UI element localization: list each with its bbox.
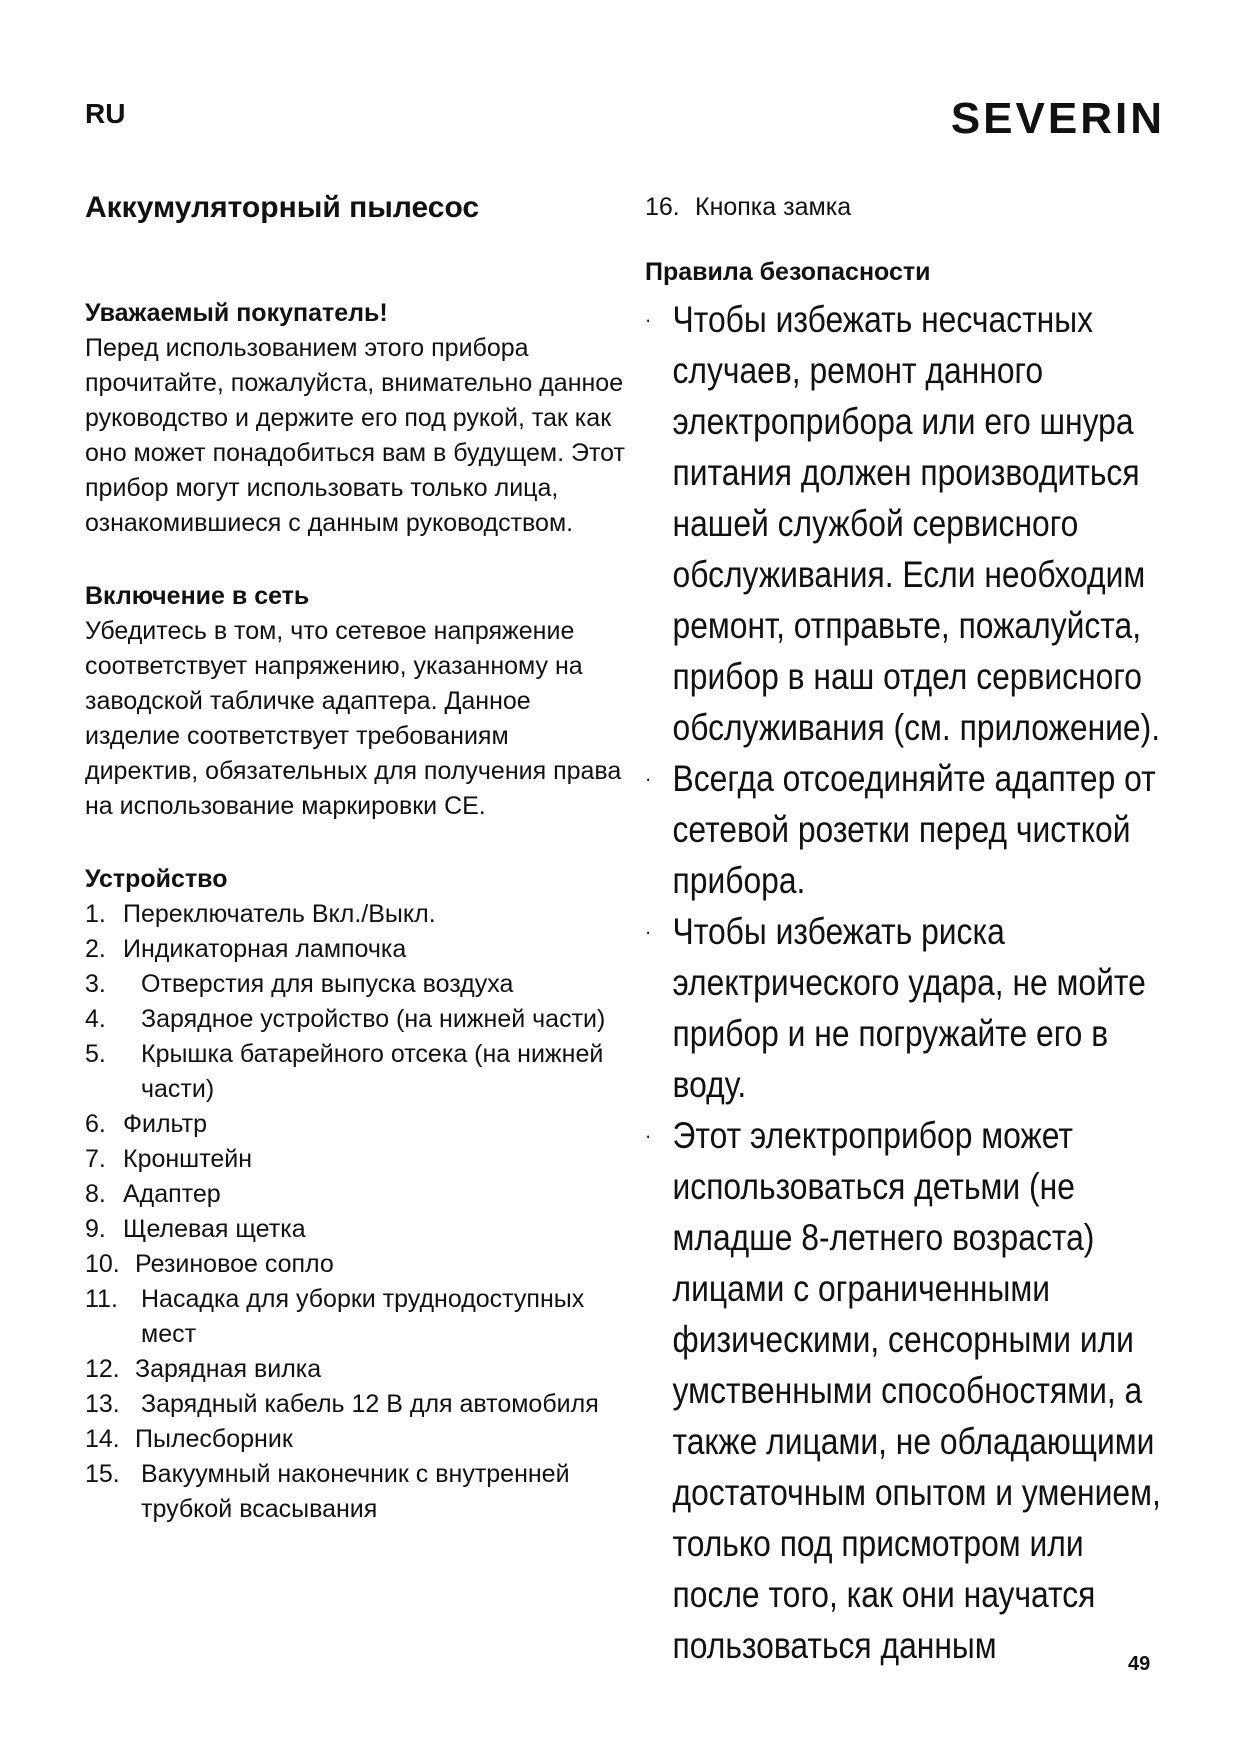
item-text: Зарядная вилка bbox=[135, 1355, 322, 1383]
item-number: 3. bbox=[85, 970, 106, 998]
item-number: 5. bbox=[85, 1040, 106, 1068]
list-item bbox=[85, 1247, 625, 1282]
safety-item bbox=[645, 753, 1161, 906]
bullet-icon: · bbox=[645, 766, 652, 791]
list-item bbox=[85, 1457, 625, 1527]
item-number: 15. bbox=[85, 1460, 120, 1488]
item-number: 10. bbox=[85, 1250, 120, 1278]
brand-logo: SEVERIN bbox=[950, 94, 1165, 143]
item-text: Кронштейн bbox=[123, 1145, 253, 1173]
safety-list bbox=[645, 294, 1165, 1671]
list-item bbox=[645, 190, 1165, 225]
item-number: 14. bbox=[85, 1425, 120, 1453]
device-list bbox=[85, 897, 625, 1527]
item-text: Переключатель Вкл./Выкл. bbox=[123, 900, 436, 928]
list-item bbox=[85, 1212, 625, 1247]
language-code: RU bbox=[85, 98, 126, 129]
dear-heading: Уважаемый покупатель! bbox=[85, 299, 388, 327]
item-text: Зарядный кабель 12 В для автомобиля bbox=[141, 1390, 599, 1418]
item-number: 9. bbox=[85, 1215, 106, 1243]
list-item bbox=[85, 1142, 625, 1177]
bullet-icon: · bbox=[645, 1123, 652, 1148]
list-item bbox=[85, 1107, 625, 1142]
dear-text: Перед использованием этого прибора прочитайте, пожалуйста, внимательно данное руководство и держите его под рукой, так как оно может понадобиться вам в будущем. Этот прибор могут использовать только лица, ознакомившиеся с данным руководством. bbox=[85, 334, 625, 537]
list-item bbox=[85, 897, 625, 932]
item-number: 13. bbox=[85, 1390, 120, 1418]
item-text: Фильтр bbox=[123, 1110, 207, 1138]
page-number: 49 bbox=[1128, 1653, 1151, 1675]
device-heading: Устройство bbox=[85, 865, 228, 893]
safety-text: Этот электроприбор может использоваться детьми (не младше 8-летнего возраста) лицами с ограниченными физическими, сенсорными или умственными способностями, а также лицами, не обладающими достаточным опытом и умением, только под присмотром или после того, как они научатся пользоваться данным bbox=[672, 1115, 1161, 1666]
right-column bbox=[645, 190, 1165, 1671]
item-text: Крышка батарейного отсека (на нижней части) bbox=[141, 1040, 604, 1103]
safety-item bbox=[645, 294, 1161, 753]
item-number: 12. bbox=[85, 1355, 120, 1383]
item-text: Адаптер bbox=[123, 1180, 221, 1208]
list-item bbox=[85, 1352, 625, 1387]
item-text: Вакуумный наконечник с внутренней трубкой всасывания bbox=[141, 1460, 570, 1523]
list-item bbox=[85, 932, 625, 967]
list-item bbox=[85, 967, 625, 1002]
list-item bbox=[85, 1282, 625, 1352]
safety-text: Чтобы избежать риска электрического удара, не мойте прибор и не погружайте его в воду. bbox=[672, 911, 1146, 1105]
item-text: Резиновое сопло bbox=[135, 1250, 334, 1278]
item-number: 8. bbox=[85, 1180, 106, 1208]
item-number: 7. bbox=[85, 1145, 106, 1173]
bullet-icon: · bbox=[645, 307, 652, 332]
list-item bbox=[85, 1387, 625, 1422]
item-text: Зарядное устройство (на нижней части) bbox=[141, 1005, 606, 1033]
safety-item bbox=[645, 906, 1161, 1110]
item-text: Пылесборник bbox=[135, 1425, 293, 1453]
item-number: 16. bbox=[645, 193, 680, 221]
item-text: Щелевая щетка bbox=[123, 1215, 306, 1243]
safety-item bbox=[645, 1110, 1161, 1671]
item-number: 6. bbox=[85, 1110, 106, 1138]
item-number: 2. bbox=[85, 935, 106, 963]
left-column bbox=[85, 190, 625, 1527]
safety-text: Чтобы избежать несчастных случаев, ремонт данного электроприбора или его шнура питания должен производиться нашей службой сервисного обслуживания. Если необходим ремонт, отправьте, пожалуйста, прибор в наш отдел сервисного обслуживания (см. приложение). bbox=[672, 299, 1161, 748]
item-number: 11. bbox=[85, 1285, 118, 1313]
item-text: Отверстия для выпуска воздуха bbox=[141, 970, 514, 998]
item-text: Насадка для уборки труднодоступных мест bbox=[141, 1285, 585, 1348]
item-number: 4. bbox=[85, 1005, 106, 1033]
bullet-icon: · bbox=[645, 919, 652, 944]
item-number: 1. bbox=[85, 900, 106, 928]
list-item bbox=[85, 1002, 625, 1037]
item-text: Индикаторная лампочка bbox=[123, 935, 407, 963]
power-text: Убедитесь в том, что сетевое напряжение соответствует напряжению, указанному на заводской табличке адаптера. Данное изделие соответствует требованиям директив, обязательных для получения права на использование маркировки CE. bbox=[85, 617, 622, 820]
safety-heading: Правила безопасности bbox=[645, 258, 931, 286]
list-item bbox=[85, 1177, 625, 1212]
page-title: Аккумуляторный пылесос bbox=[85, 191, 480, 224]
item-text: Кнопка замка bbox=[695, 193, 852, 221]
power-heading: Включение в сеть bbox=[85, 582, 310, 610]
list-item bbox=[85, 1037, 625, 1107]
list-item bbox=[85, 1422, 625, 1457]
safety-text: Всегда отсоединяйте адаптер от сетевой розетки перед чисткой прибора. bbox=[672, 758, 1156, 901]
